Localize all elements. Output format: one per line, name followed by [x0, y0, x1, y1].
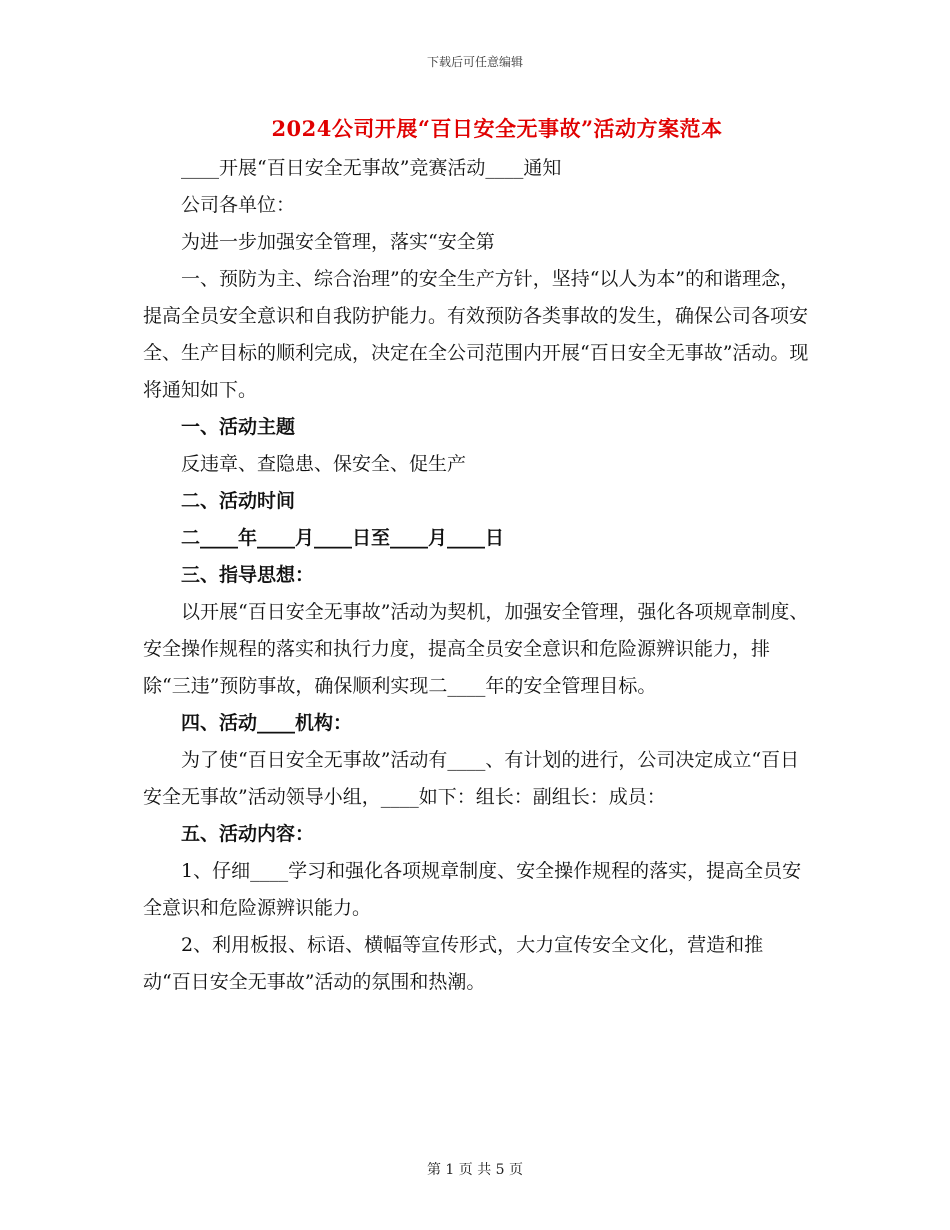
- content-item-1: 1、仔细____学习和强化各项规章制度、安全操作规程的落实，提高全员安全意识和危险源辨识能力。: [143, 860, 802, 919]
- theme-text: 反违章、查隐患、保安全、促生产: [181, 453, 467, 475]
- guidance-text: 以开展“百日安全无事故”活动为契机，加强安全管理，强化各项规章制度、安全操作规程的落实和执行力度，提高全员安全意识和危险源辨识能力，排除“三违”预防事故，确保顺利实现二____年的安全管理目标。: [143, 601, 809, 697]
- document-title: 2024公司开展“百日安全无事故”活动方案范本: [271, 116, 723, 141]
- section-heading-theme: 一、活动主题: [181, 416, 296, 438]
- section-heading-guidance: 三、指导思想：: [181, 564, 315, 586]
- intro-paragraph: 一、预防为主、综合治理”的安全生产方针，坚持“以人为本”的和谐理念，提高全员安全意识和自我防护能力。有效预防各类事故的发生，确保公司各项安全、生产目标的顺利完成，决定在全公司范围内开展“百日安全无事故”活动。现将通知如下。: [143, 268, 809, 401]
- notice-heading: ____开展“百日安全无事故”竞赛活动____通知: [181, 157, 562, 179]
- section-heading-organization: 四、活动____机构：: [181, 712, 353, 734]
- salutation: 公司各单位：: [181, 194, 296, 216]
- document-body: [143, 150, 810, 1001]
- organization-text: 为了使“百日安全无事故”活动有____、有计划的进行，公司决定成立“百日安全无事故”活动领导小组，____如下：组长：副组长：成员：: [143, 749, 800, 808]
- section-heading-time: 二、活动时间: [181, 490, 296, 512]
- section-heading-content: 五、活动内容：: [181, 823, 315, 845]
- intro-line: 为进一步加强安全管理，落实“安全第: [181, 231, 495, 253]
- time-text: 二____年____月____日至____月____日: [181, 527, 505, 549]
- content-item-2: 2、利用板报、标语、横幅等宣传形式，大力宣传安全文化，营造和推动“百日安全无事故”活动的氛围和热潮。: [143, 934, 764, 993]
- header-note: 下载后可任意编辑: [426, 55, 523, 69]
- page-number: 第 1 页 共 5 页: [426, 1162, 524, 1178]
